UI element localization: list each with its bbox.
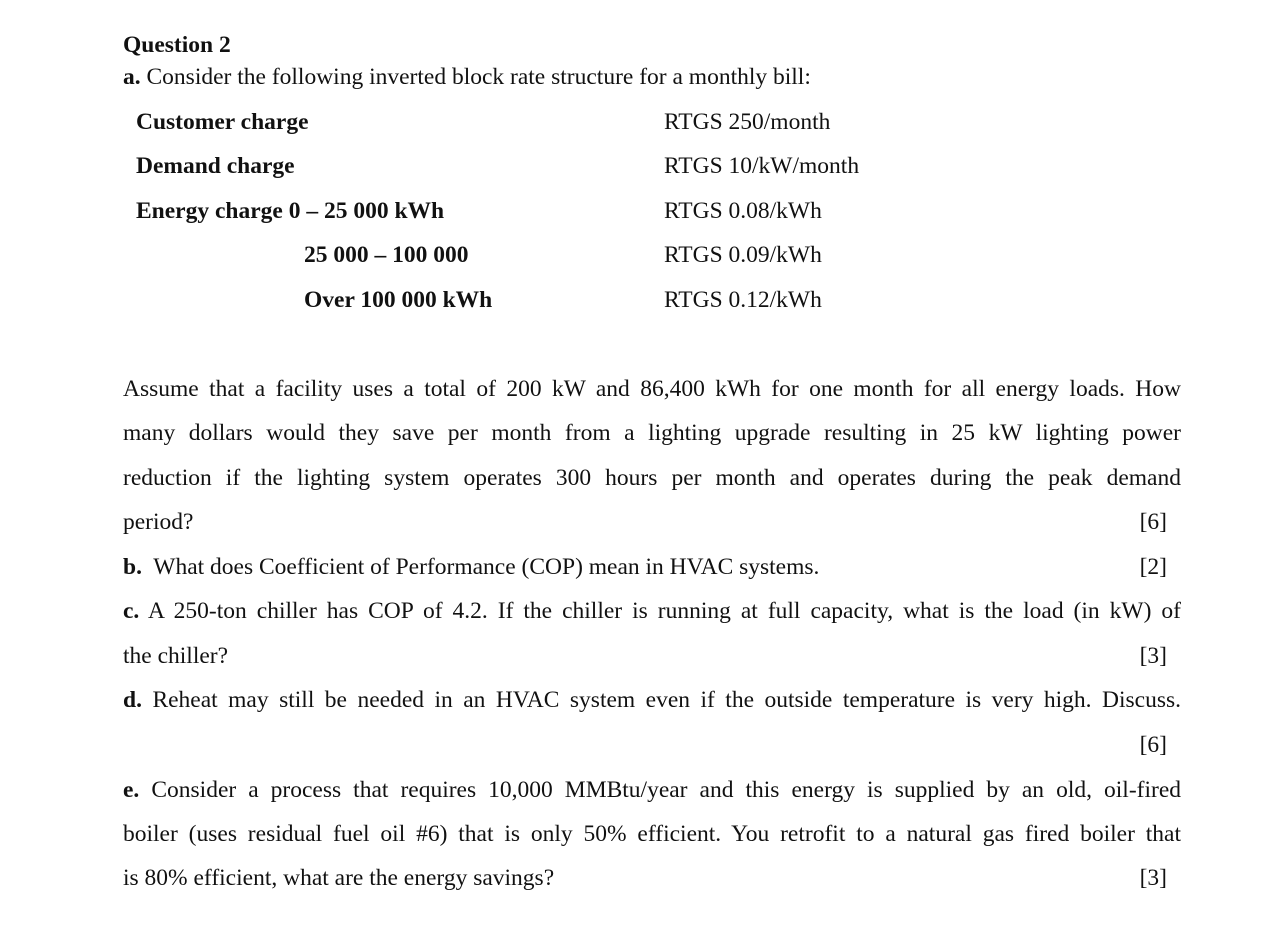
part-c-text-1: A 250-ton chiller has COP of 4.2. If the chiller is running at full capacity, what is the load (in kW) of bbox=[148, 598, 1181, 624]
part-e-label: e. bbox=[123, 777, 140, 803]
part-d-marks: [6] bbox=[1139, 732, 1167, 758]
part-a-label: a. bbox=[123, 64, 141, 90]
part-d-label: d. bbox=[123, 687, 142, 713]
part-b-text: What does Coefficient of Performance (COP) mean in HVAC systems. bbox=[153, 554, 820, 580]
rate-value-demand-charge: RTGS 10/kW/month bbox=[664, 153, 860, 179]
part-c-label: c. bbox=[123, 598, 140, 624]
part-a-question-line: period? bbox=[123, 509, 194, 535]
rate-value-energy-tier-2: RTGS 0.09/kWh bbox=[664, 242, 822, 268]
part-a-intro-text: Consider the following inverted block rate structure for a monthly bill: bbox=[146, 64, 811, 90]
rate-item-energy-tier-1: Energy charge 0 – 25 000 kWh bbox=[136, 198, 445, 224]
part-d-text: Reheat may still be needed in an HVAC system even if the outside temperature is very high. Discuss. bbox=[152, 687, 1181, 713]
rate-item-energy-tier-3: Over 100 000 kWh bbox=[304, 287, 493, 313]
part-e-text-1: Consider a process that requires 10,000 MMBtu/year and this energy is supplied by an old, oil-fired bbox=[151, 777, 1181, 803]
part-c-marks: [3] bbox=[1139, 643, 1167, 669]
rate-value-energy-tier-3: RTGS 0.12/kWh bbox=[664, 287, 822, 313]
part-e-line-2: boiler (uses residual fuel oil #6) that is only 50% efficient. You retrofit to a natural gas fired boiler that bbox=[123, 821, 1181, 847]
part-a-question-line: many dollars would they save per month from a lighting upgrade resulting in 25 kW lighting power bbox=[123, 420, 1181, 446]
part-e-line-1 bbox=[123, 777, 1181, 804]
part-b bbox=[123, 554, 819, 581]
rate-value-customer-charge: RTGS 250/month bbox=[664, 109, 831, 135]
part-a-intro bbox=[123, 64, 811, 91]
part-c-line-2: the chiller? bbox=[123, 643, 229, 669]
part-b-marks: [2] bbox=[1139, 554, 1167, 580]
part-c-line-1 bbox=[123, 598, 1181, 625]
rate-item-energy-tier-2: 25 000 – 100 000 bbox=[304, 242, 469, 268]
rate-value-energy-tier-1: RTGS 0.08/kWh bbox=[664, 198, 822, 224]
rate-item-demand-charge: Demand charge bbox=[136, 153, 295, 179]
part-a-question-line: Assume that a facility uses a total of 200 kW and 86,400 kWh for one month for all energy loads. How bbox=[123, 376, 1181, 402]
part-e-line-3: is 80% efficient, what are the energy savings? bbox=[123, 865, 555, 891]
part-d-line bbox=[123, 687, 1181, 714]
rate-item-customer-charge: Customer charge bbox=[136, 109, 309, 135]
part-b-label: b. bbox=[123, 554, 142, 580]
part-a-question-line: reduction if the lighting system operates 300 hours per month and operates during the peak demand bbox=[123, 465, 1181, 491]
part-a-marks: [6] bbox=[1139, 509, 1167, 535]
part-e-marks: [3] bbox=[1139, 865, 1167, 891]
question-title: Question 2 bbox=[123, 32, 231, 58]
